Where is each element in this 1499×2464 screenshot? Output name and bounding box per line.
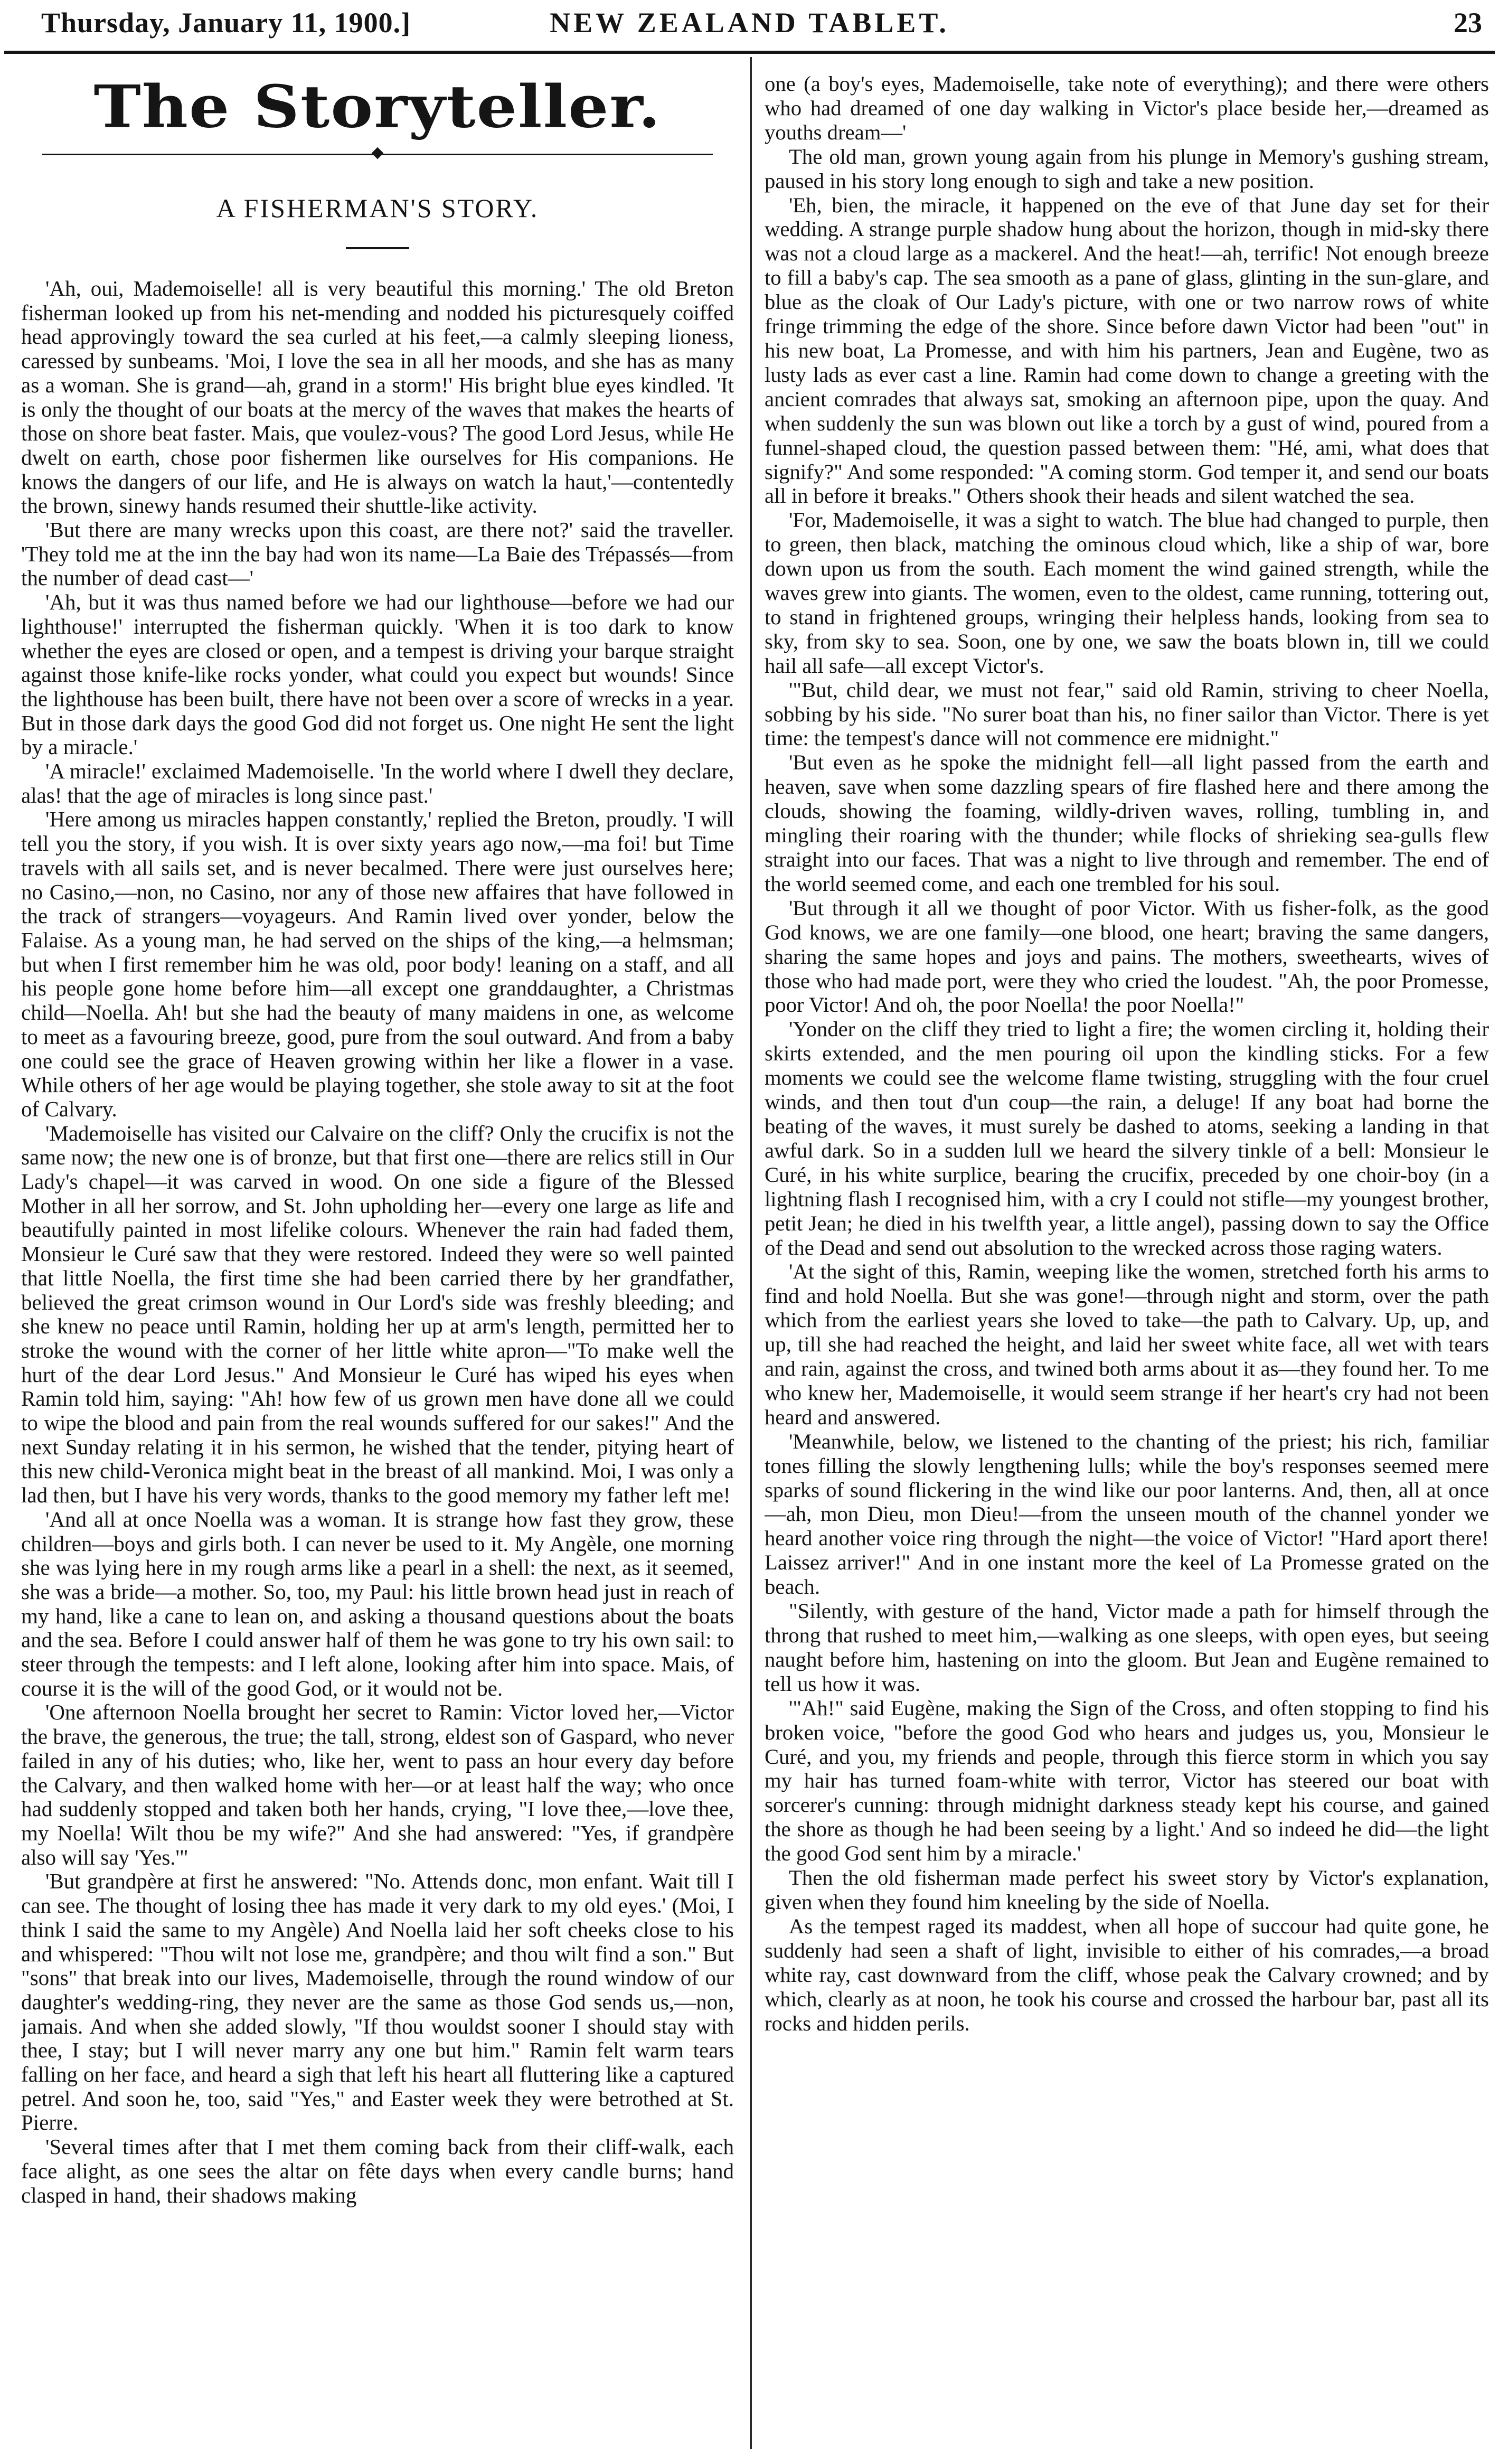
- paragraph: one (a boy's eyes, Mademoiselle, take note of everything); and there were others who had dreamed of one day walking in Victor's place beside her,—dreamed as youths dream—': [765, 72, 1489, 144]
- ornament-diamond-icon: [372, 147, 384, 159]
- paragraph: The old man, grown young again from his plunge in Memory's gushing stream, paused in his story long enough to sigh and take a new position.: [765, 144, 1489, 193]
- paragraph: 'And all at once Noella was a woman. It is strange how fast they grow, these children—boys and girls both. I can never be used to it. My Angèle, one morning she was lying here in my rough arms like a pearl in a shell: the next, as it seemed, she was a bride—a mother. So, too, my Paul: his little brown head just in reach of my hand, like a cane to lean on, and asking a thousand questions about the boats and the sea. Before I could answer half of them he was gone to try his own sail: to steer through the tempests: and I left alone, looking after him into space. Mais, of course it is the will of the good God, or it would not be.: [21, 1507, 734, 1700]
- short-rule: [346, 247, 409, 249]
- ornament-rule: [42, 149, 713, 159]
- paragraph: 'A miracle!' exclaimed Mademoiselle. 'In the world where I dwell they declare, alas! that the age of miracles is long since past.': [21, 759, 734, 807]
- paragraph: '"Ah!" said Eugène, making the Sign of the Cross, and often stopping to find his broken voice, "before the good God who hears and judges us, you, Monsieur le Curé, and you, my friends and people, through this fierce storm in which you say my hair has turned foam-white with terror, Victor has steered our boat with sorcerer's cunning: through midnight darkness steady kept his course, and gained the shore as though he had been seeing by a light.' And so indeed he did—the light the good God sent him by a miracle.': [765, 1696, 1489, 1866]
- paragraph: 'But even as he spoke the midnight fell—all light passed from the earth and heaven, save when some dazzling spears of fire flashed here and there among the clouds, showing the foaming, wildly-driven waves, rolling, tumbling in, and mingling their roaring with the thunder; while flocks of shrieking sea-gulls flew straight into our faces. That was a night to live through and remember. The end of the world seemed come, and each one trembled for his soul.: [765, 750, 1489, 896]
- paragraph: 'But through it all we thought of poor Victor. With us fisher-folk, as the good God knows, we are one family—one blood, one heart; braving the same dangers, sharing the same hopes and joys and pains. The mothers, sweethearts, wives of those who had made port, were they who cried the loudest. "Ah, the poor Promesse, poor Victor! And oh, the poor Noella! the poor Noella!": [765, 896, 1489, 1017]
- paragraph: 'One afternoon Noella brought her secret to Ramin: Victor loved her,—Victor the brave, the generous, the true; the tall, strong, eldest son of Gaspard, who never failed in any of his duties; who, like her, went to pass an hour every day before the Calvary, and then walked home with her—or at least half the way; who once had suddenly stopped and taken both her hands, crying, "I love thee,—love thee, my Noella! Wilt thou be my wife?" And she had answered: "Yes, if grandpère also will say 'Yes.'": [21, 1700, 734, 1869]
- paragraph: '"But, child dear, we must not fear," said old Ramin, striving to cheer Noella, sobbing by his side. "No surer boat than his, no finer sailor than Victor. There is yet time: the tempest's dance will not commence ere midnight.": [765, 678, 1489, 750]
- paragraph: 'Here among us miracles happen constantly,' replied the Breton, proudly. 'I will tell you the story, if you wish. It is over sixty years ago now,—ma foi! but Time travels with all sails set, and is never becalmed. There were just ourselves here; no Casino,—non, no Casino, nor any of those new affaires that have followed in the track of strangers—voyageurs. And Ramin lived over yonder, below the Falaise. As a young man, he had served on the ships of the king,—a helmsman; but when I first remember him he was old, poor body! leaning on a staff, and all his people gone home before him—all except one granddaughter, a Christmas child—Noella. Ah! but she had the beauty of many maidens in one, as welcome to meet as a favouring breeze, good, pure from the soul outward. And from a baby one could see the grace of Heaven growing within her like a flower in a vase. While others of her age would be playing together, she stole away to sit at the foot of Calvary.: [21, 807, 734, 1121]
- paragraph: 'Several times after that I met them coming back from their cliff-walk, each face alight, as one sees the altar on fête days when every candle burns; hand clasped in hand, their shadows making: [21, 2134, 734, 2207]
- issue-date: Thursday, January 11, 1900.]: [41, 7, 411, 39]
- paragraph: 'For, Mademoiselle, it was a sight to watch. The blue had changed to purple, then to green, then black, matching the ominous cloud which, like a ship of war, bore down upon us from the south. Each moment the wind gained strength, while the waves grew into giants. The women, even to the oldest, came running, tottering out, to stand in frightened groups, wringing their helpless hands, looking from sea to sky, from sky to sea. Soon, one by one, we saw the boats blown in, till we could hail all safe—all except Victor's.: [765, 508, 1489, 678]
- page-header: [4, 0, 1495, 54]
- publication-name: NEW ZEALAND TABLET.: [550, 7, 949, 39]
- paragraph: 'But grandpère at first he answered: "No. Attends donc, mon enfant. Wait till I can see. The thought of losing thee has made it very dark to my old eyes.' (Moi, I think I said the same to my Angèle) And Noella laid her soft cheeks close to his and whispered: "Thou wilt not lose me, grandpère; and thou wilt find a son." But "sons" that break into our lives, Mademoiselle, through the round window of our daughter's wedding-ring, they never are the same as those God sends us,—non, jamais. And when she added slowly, "If thou wouldst sooner I should stay with thee, I stay; but I will never marry any one but him." Ramin felt warm tears falling on her face, and heard a sigh that left his heart all fluttering like a captured petrel. And soon he, too, said "Yes," and Easter week they were betrothed at St. Pierre.: [21, 1869, 734, 2135]
- paragraph: 'Yonder on the cliff they tried to light a fire; the women circling it, holding their skirts extended, and the men pouring oil upon the kindling sticks. For a few moments we could see the welcome flame twisting, struggling with the four cruel winds, and then tout d'un coup—the rain, a deluge! If any boat had borne the beating of the waves, it must surely be dashed to atoms, seeking a landing in that awful dark. So in a sudden lull we heard the silvery tinkle of a bell: Monsieur le Curé, in his white surplice, bearing the crucifix, preceded by one choir-boy (in a lightning flash I recognised him, with a cry I could not stifle—my youngest brother, petit Jean; he died in his twelfth year, a little angel), passing down to say the Office of the Dead and send out absolution to the wrecked across those raging waters.: [765, 1017, 1489, 1259]
- section-masthead: The Storyteller.: [93, 72, 662, 142]
- paragraph: 'Ah, oui, Mademoiselle! all is very beautiful this morning.' The old Breton fisherman looked up from his net-mending and nodded his picturesquely coiffed head approvingly toward the sea curled at his feet,—a calmly sleeping lioness, caressed by sunbeams. 'Moi, I love the sea in all her moods, and she has as many as a woman. She is grand—ah, grand in a storm!' His bright blue eyes kindled. 'It is only the thought of our boats at the mercy of the waves that makes the hearts of those on shore beat faster. Mais, que voulez-vous? The good Lord Jesus, while He dwelt on earth, chose poor fishermen like ourselves for His companions. He knows the dangers of our life, and He is always on watch la haut,'—contentedly the brown, sinewy hands resumed their shuttle-like activity.: [21, 276, 734, 518]
- paragraph: 'Ah, but it was thus named before we had our lighthouse—before we had our lighthouse!' interrupted the fisherman quickly. 'When it is too dark to know whether the eyes are closed or open, and a tempest is driving your barque straight against those knife-like rocks yonder, what could you expect but wounds! Since the lighthouse has been built, there have not been over a score of wrecks in a year. But in those dark days the good God did not forget us. One night He sent the light by a miracle.': [21, 590, 734, 759]
- left-column: [21, 57, 734, 2449]
- paragraph: 'At the sight of this, Ramin, weeping like the women, stretched forth his arms to find and hold Noella. But she was gone!—through night and storm, over the path which from the earliest years she loved to take—the path to Calvary. Up, up, and up, till she had reached the height, and laid her sweet white face, all wet with tears and rain, against the cross, and twined both arms about it as—they found her. To me who knew her, Mademoiselle, it would seem strange if her heart's cry had not been heard and answered.: [765, 1259, 1489, 1429]
- paragraph: 'But there are many wrecks upon this coast, are there not?' said the traveller. 'They told me at the inn the bay had won its name—La Baie des Trépassés—from the number of dead cast—': [21, 518, 734, 590]
- right-column: [765, 72, 1489, 2464]
- page-number: 23: [1454, 7, 1482, 39]
- paragraph: 'Mademoiselle has visited our Calvaire on the cliff? Only the crucifix is not the same now; the new one is of bronze, but that first one—there are relics still in Our Lady's chapel—it was carved in wood. On one side a figure of the Blessed Mother in all her sorrow, and St. John upholding her—every one large as life and beautifully painted in most lifelike colours. Whenever the rain had faded them, Monsieur le Curé saw that they were restored. Indeed they were so well painted that little Noella, the first time she had been carried there by her grandfather, believed the great crimson wound in Our Lord's side was freshly bleeding; and she knew no peace until Ramin, holding her up at arm's length, permitted her to stroke the wound with the corner of her little white apron—"To make well the hurt of the dear Lord Jesus." And Monsieur le Curé has wiped his eyes when Ramin told him, saying: "Ah! how few of us grown men have done all we could to wipe the blood and pain from the real wounds suffered for our sakes!" And the next Sunday relating it in his sermon, he wished that the tender, pitying heart of this new child-Veronica might beat in the breast of all mankind. Moi, I was only a lad then, but I have his very words, thanks to the good memory my father left me!: [21, 1121, 734, 1508]
- paragraph: 'Meanwhile, below, we listened to the chanting of the priest; his rich, familiar tones filling the slowly lengthening lulls; while the boy's responses seemed mere sparks of sound flickering in the wind like our poor lanterns. And, then, all at once—ah, mon Dieu, mon Dieu!—from the unseen mouth of the channel yonder we heard another voice ring through the night—the voice of Victor! "Hard aport there! Laissez arriver!" And in one instant more the keel of La Promesse grated on the beach.: [765, 1429, 1489, 1599]
- story-title: A FISHERMAN'S STORY.: [216, 193, 539, 223]
- paragraph: Then the old fisherman made perfect his sweet story by Victor's explanation, given when they found him kneeling by the side of Noella.: [765, 1866, 1489, 1914]
- paragraph: "Silently, with gesture of the hand, Victor made a path for himself through the throng that rushed to meet him,—walking as one sleeps, with open eyes, but seeing naught before him, hastening on into the gloom. But Jean and Eugène remained to tell us how it was.: [765, 1599, 1489, 1696]
- paragraph: As the tempest raged its maddest, when all hope of succour had quite gone, he suddenly had seen a shaft of light, invisible to either of his comrades,—a broad white ray, cast downward from the cliff, whose peak the Calvary crowned; and by which, clearly as at noon, he took his course and crossed the harbour bar, past all its rocks and hidden perils.: [765, 1914, 1489, 2035]
- column-divider: [750, 57, 752, 2449]
- paragraph: 'Eh, bien, the miracle, it happened on the eve of that June day set for their wedding. A strange purple shadow hung about the horizon, though in mid-sky there was not a cloud large as a mackerel. And the heat!—ah, terrific! Not enough breeze to fill a baby's cap. The sea smooth as a pane of glass, glinting in the sun-glare, and blue as the cloak of Our Lady's picture, with one or two narrow rows of white fringe trimming the edge of the shore. Since before dawn Victor had been "out" in his new boat, La Promesse, and with him his partners, Jean and Eugène, two as lusty lads as ever cast a line. Ramin had come down to change a greeting with the ancient comrades that always sat, smoking an afternoon pipe, upon the quay. And when suddenly the sun was blown out like a torch by a gust of wind, poured from a funnel-shaped cloud, the question passed between them: "Hé, ami, what does that signify?" And some responded: "A coming storm. God temper it, and send our boats all in before it breaks." Others shook their heads and silent watched the sea.: [765, 193, 1489, 508]
